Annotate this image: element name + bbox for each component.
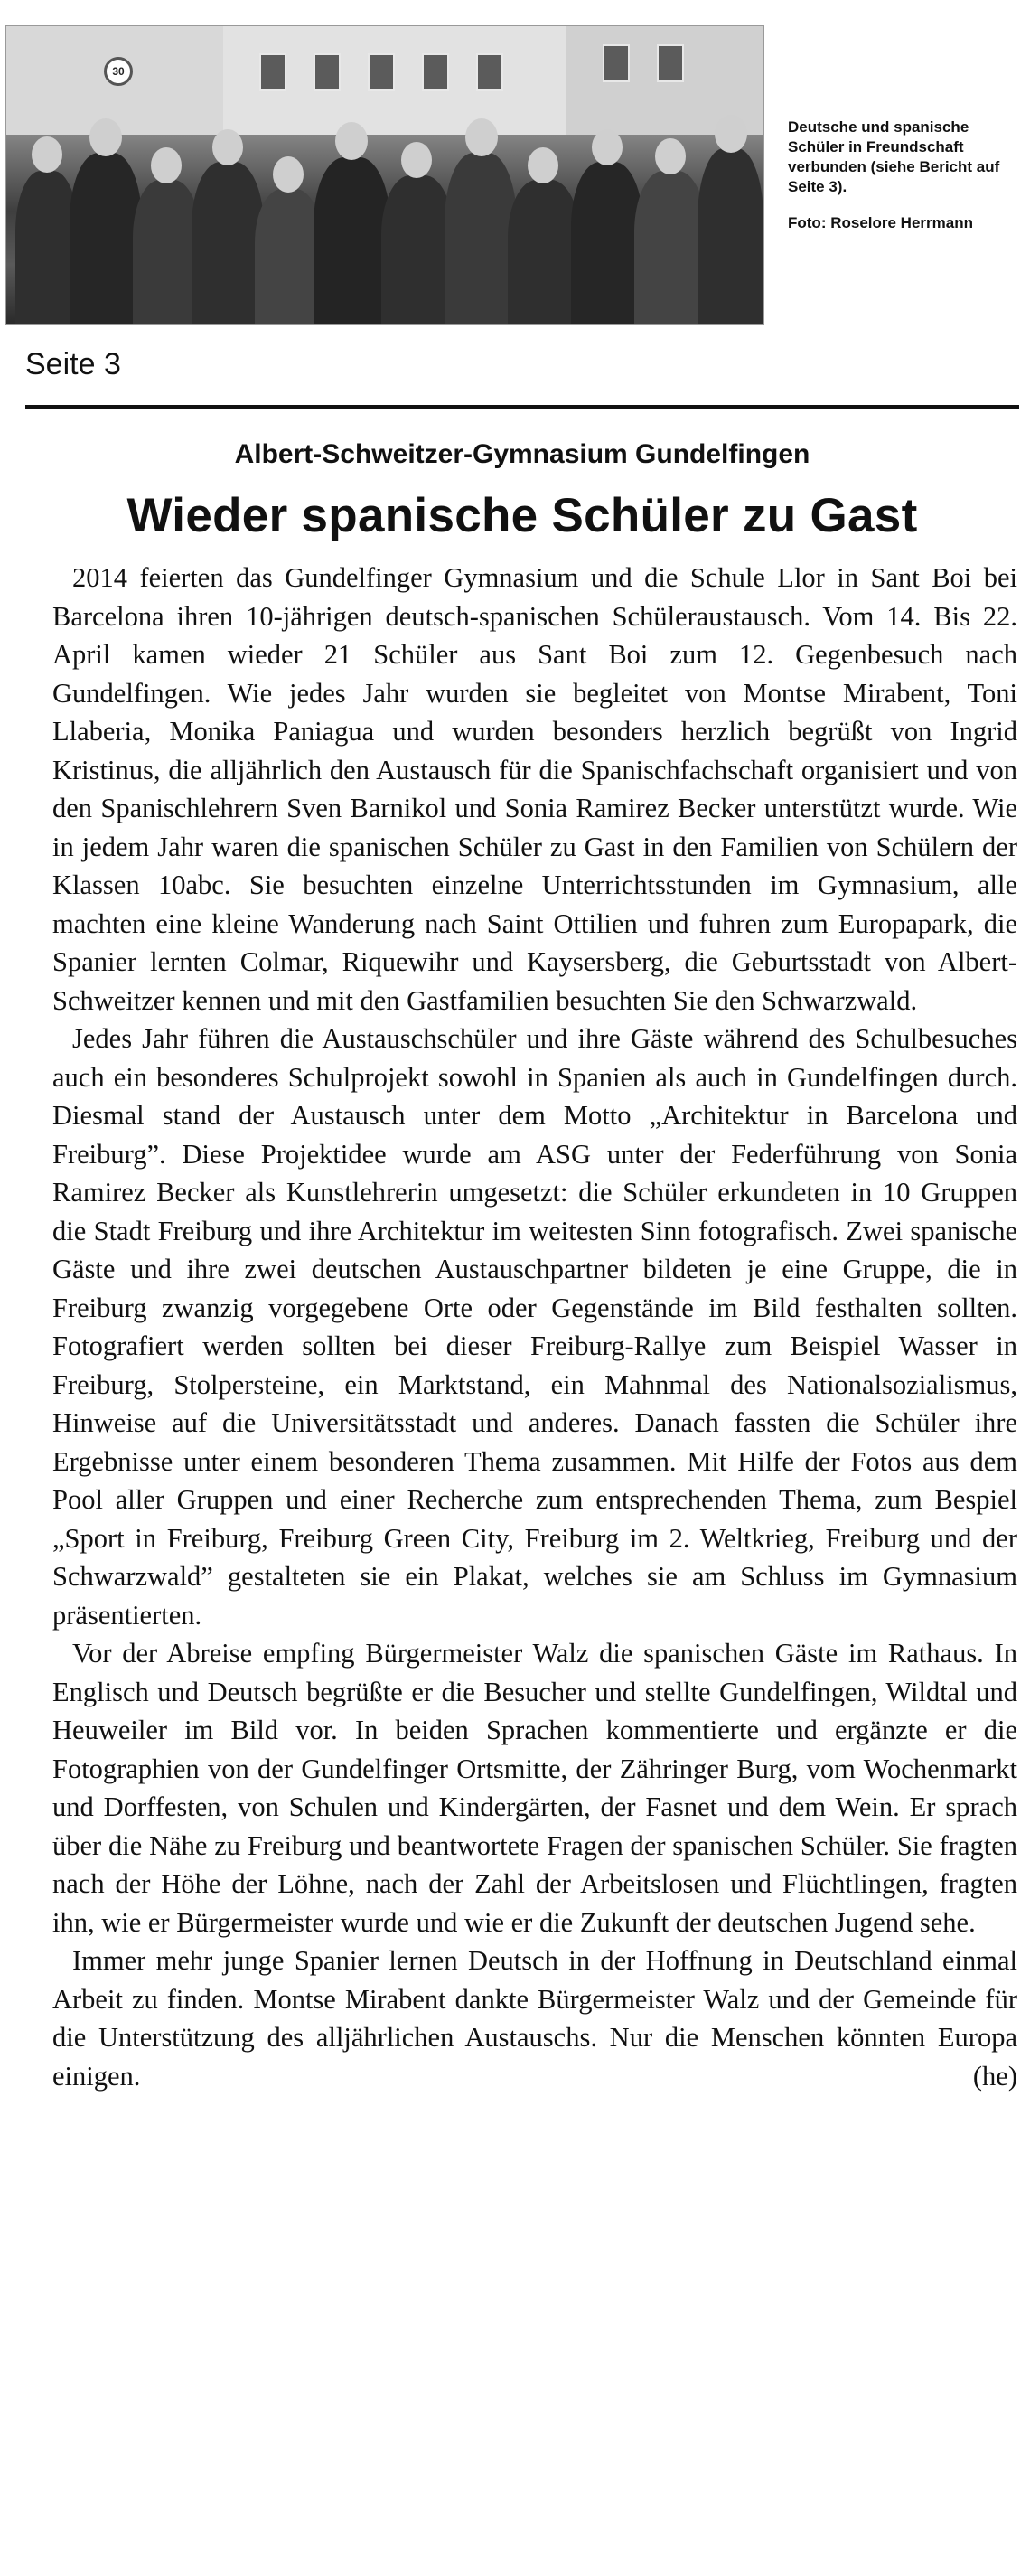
person-head [212, 129, 243, 165]
person-head [273, 156, 304, 193]
photo-crowd [6, 126, 763, 324]
photo-window [603, 44, 630, 82]
person [314, 157, 390, 324]
person [571, 162, 643, 324]
person-head [655, 138, 686, 174]
person-head [89, 118, 122, 156]
speed-sign: 30 [104, 57, 133, 86]
photo-window [476, 53, 503, 91]
person-head [465, 118, 498, 156]
article-paragraph: 2014 feierten das Gundelfinger Gymnasium und die Schule Llor in Sant Boi bei Barcelona ihren 10-jährigen deutsch-spanischen Schüleraustausch. Vom 14. Bis 22. April kamen wieder 21 Schüler aus Sant Boi zum 12. Gegenbesuch nach Gundelfingen. Wie jedes Jahr wurden sie begleitet von Montse Mirabent, Toni Llaberia, Monika Paniagua und wurden besonders herzlich begrüßt von Ingrid Kristinus, die alljährlich den Austausch für die Spanischfachschaft organisiert und von den Spanischlehrern Sven Barnikol und Sonia Ramirez Becker unterstützt wurde. Wie in jedem Jahr waren die spanischen Schüler zu Gast in den Familien von Schülern der Klassen 10abc. Sie besuchten einzelne Unterrichtsstunden im Gymnasium, alle machten eine kleine Wanderung nach Saint Ottilien und fuhren zum Europapark, die Spanier lernten Colmar, Riquewihr und Kaysersberg, die Geburtsstadt von Albert-Schweitzer kennen und mit den Gastfamilien besuchten Sie den Schwarzwald. [52, 562, 1017, 1016]
photo-window [259, 53, 286, 91]
group-photo [5, 25, 764, 325]
article-paragraph-text: Immer mehr junge Spanier lernen Deutsch in der Hoffnung in Deutschland einmal Arbeit zu finden. Montse Mirabent dankte Bürgermeister Walz und der Gemeinde für die Unterstützung des alljährlichen Austauschs. Nur die Menschen könnten Europa einigen. [52, 1945, 1017, 2092]
article-kicker: Albert-Schweitzer-Gymnasium Gundelfingen [234, 439, 810, 469]
person-head [335, 122, 368, 160]
person-head [401, 142, 432, 178]
page-number-label: Seite 3 [25, 347, 121, 381]
person [255, 189, 323, 324]
photo-window [368, 53, 395, 91]
person [192, 162, 264, 324]
photo-window [657, 44, 684, 82]
photo-window [314, 53, 341, 91]
section-divider [25, 405, 1019, 409]
person-head [528, 147, 558, 183]
photo-caption-text: Deutsche und spanische Schüler in Freundschaft verbunden (siehe Bericht auf Seite 3). [788, 118, 1000, 195]
person [634, 171, 707, 324]
photo-caption [788, 118, 1023, 233]
person-head [32, 136, 62, 173]
person-head [151, 147, 182, 183]
photo-credit: Foto: Roselore Herrmann [788, 214, 973, 231]
article-paragraph: Vor der Abreise empfing Bürgermeister Walz die spanischen Gäste im Rathaus. In Englisch und Deutsch begrüßte er die Besucher und stellte Gundelfingen, Wildtal und Heuweiler im Bild vor. In beiden Sprachen kommentierte und ergänzte er die Fotographien von der Gundelfinger Ortsmitte, der Zähringer Burg, vom Wochenmarkt und Dorffesten, von Schulen und Kindergärten, der Fasnet und dem Wein. Er sprach über die Nähe zu Freiburg und beantwortete Fragen der spanischen Schüler. Sie fragten nach der Höhe der Löhne, nach der Zahl der Arbeitslosen und Flüchtlingen, fragten ihn, wie er Bürgermeister wurde und wie er die Zukunft der deutschen Jugend sehe. [52, 1638, 1017, 1938]
article-paragraph: Jedes Jahr führen die Austauschschüler und ihre Gäste während des Schulbesuches auch ein besonderes Schulprojekt sowohl in Spanien als auch in Gundelfingen durch. Diesmal stand der Austausch unter dem Motto „Architektur in Barcelona und Freiburg”. Diese Projektidee wurde am ASG unter der Federführung von Sonia Ramirez Becker als Kunstlehrerin umgesetzt: die Schüler erkundeten in 10 Gruppen die Stadt Freiburg und ihre Architektur im weitesten Sinn fotografisch. Zwei spanische Gäste und ihre zwei deutschen Austauschpartner bildeten je eine Gruppe, die in Freiburg zwanzig vorgegebene Orte oder Gegenstände im Bild festhalten sollten. Fotografiert werden sollten bei dieser Freiburg-Rallye zum Beispiel Wasser in Freiburg, Stolpersteine, ein Marktstand, ein Mahnmal des Nationalsozialismus, Hinweise auf die Universitätsstadt und anderes. Danach fassten die Schüler ihre Ergebnisse unter einem besonderen Thema zusammen. Mit Hilfe der Fotos aus dem Pool aller Gruppen und einer Recherche zum entsprechenden Thema, zum Bespiel „Sport in Freiburg, Freiburg Green City, Freiburg im 2. Weltkrieg, Freiburg und der Schwarzwald” gestalteten sie ein Plakat, welches sie am Schluss im Gymnasium präsentierten. [52, 1023, 1017, 1631]
person [445, 153, 517, 324]
person [133, 180, 201, 324]
article-paragraph [52, 1941, 1017, 2095]
person [698, 148, 763, 324]
article-headline: Wieder spanische Schüler zu Gast [126, 489, 918, 542]
author-signoff: (he) [972, 2060, 1017, 2092]
person [508, 180, 580, 324]
person-head [592, 129, 623, 165]
person [70, 153, 142, 324]
person [381, 175, 454, 324]
person-head [715, 115, 747, 153]
photo-window [422, 53, 449, 91]
article-body [52, 559, 1017, 2095]
